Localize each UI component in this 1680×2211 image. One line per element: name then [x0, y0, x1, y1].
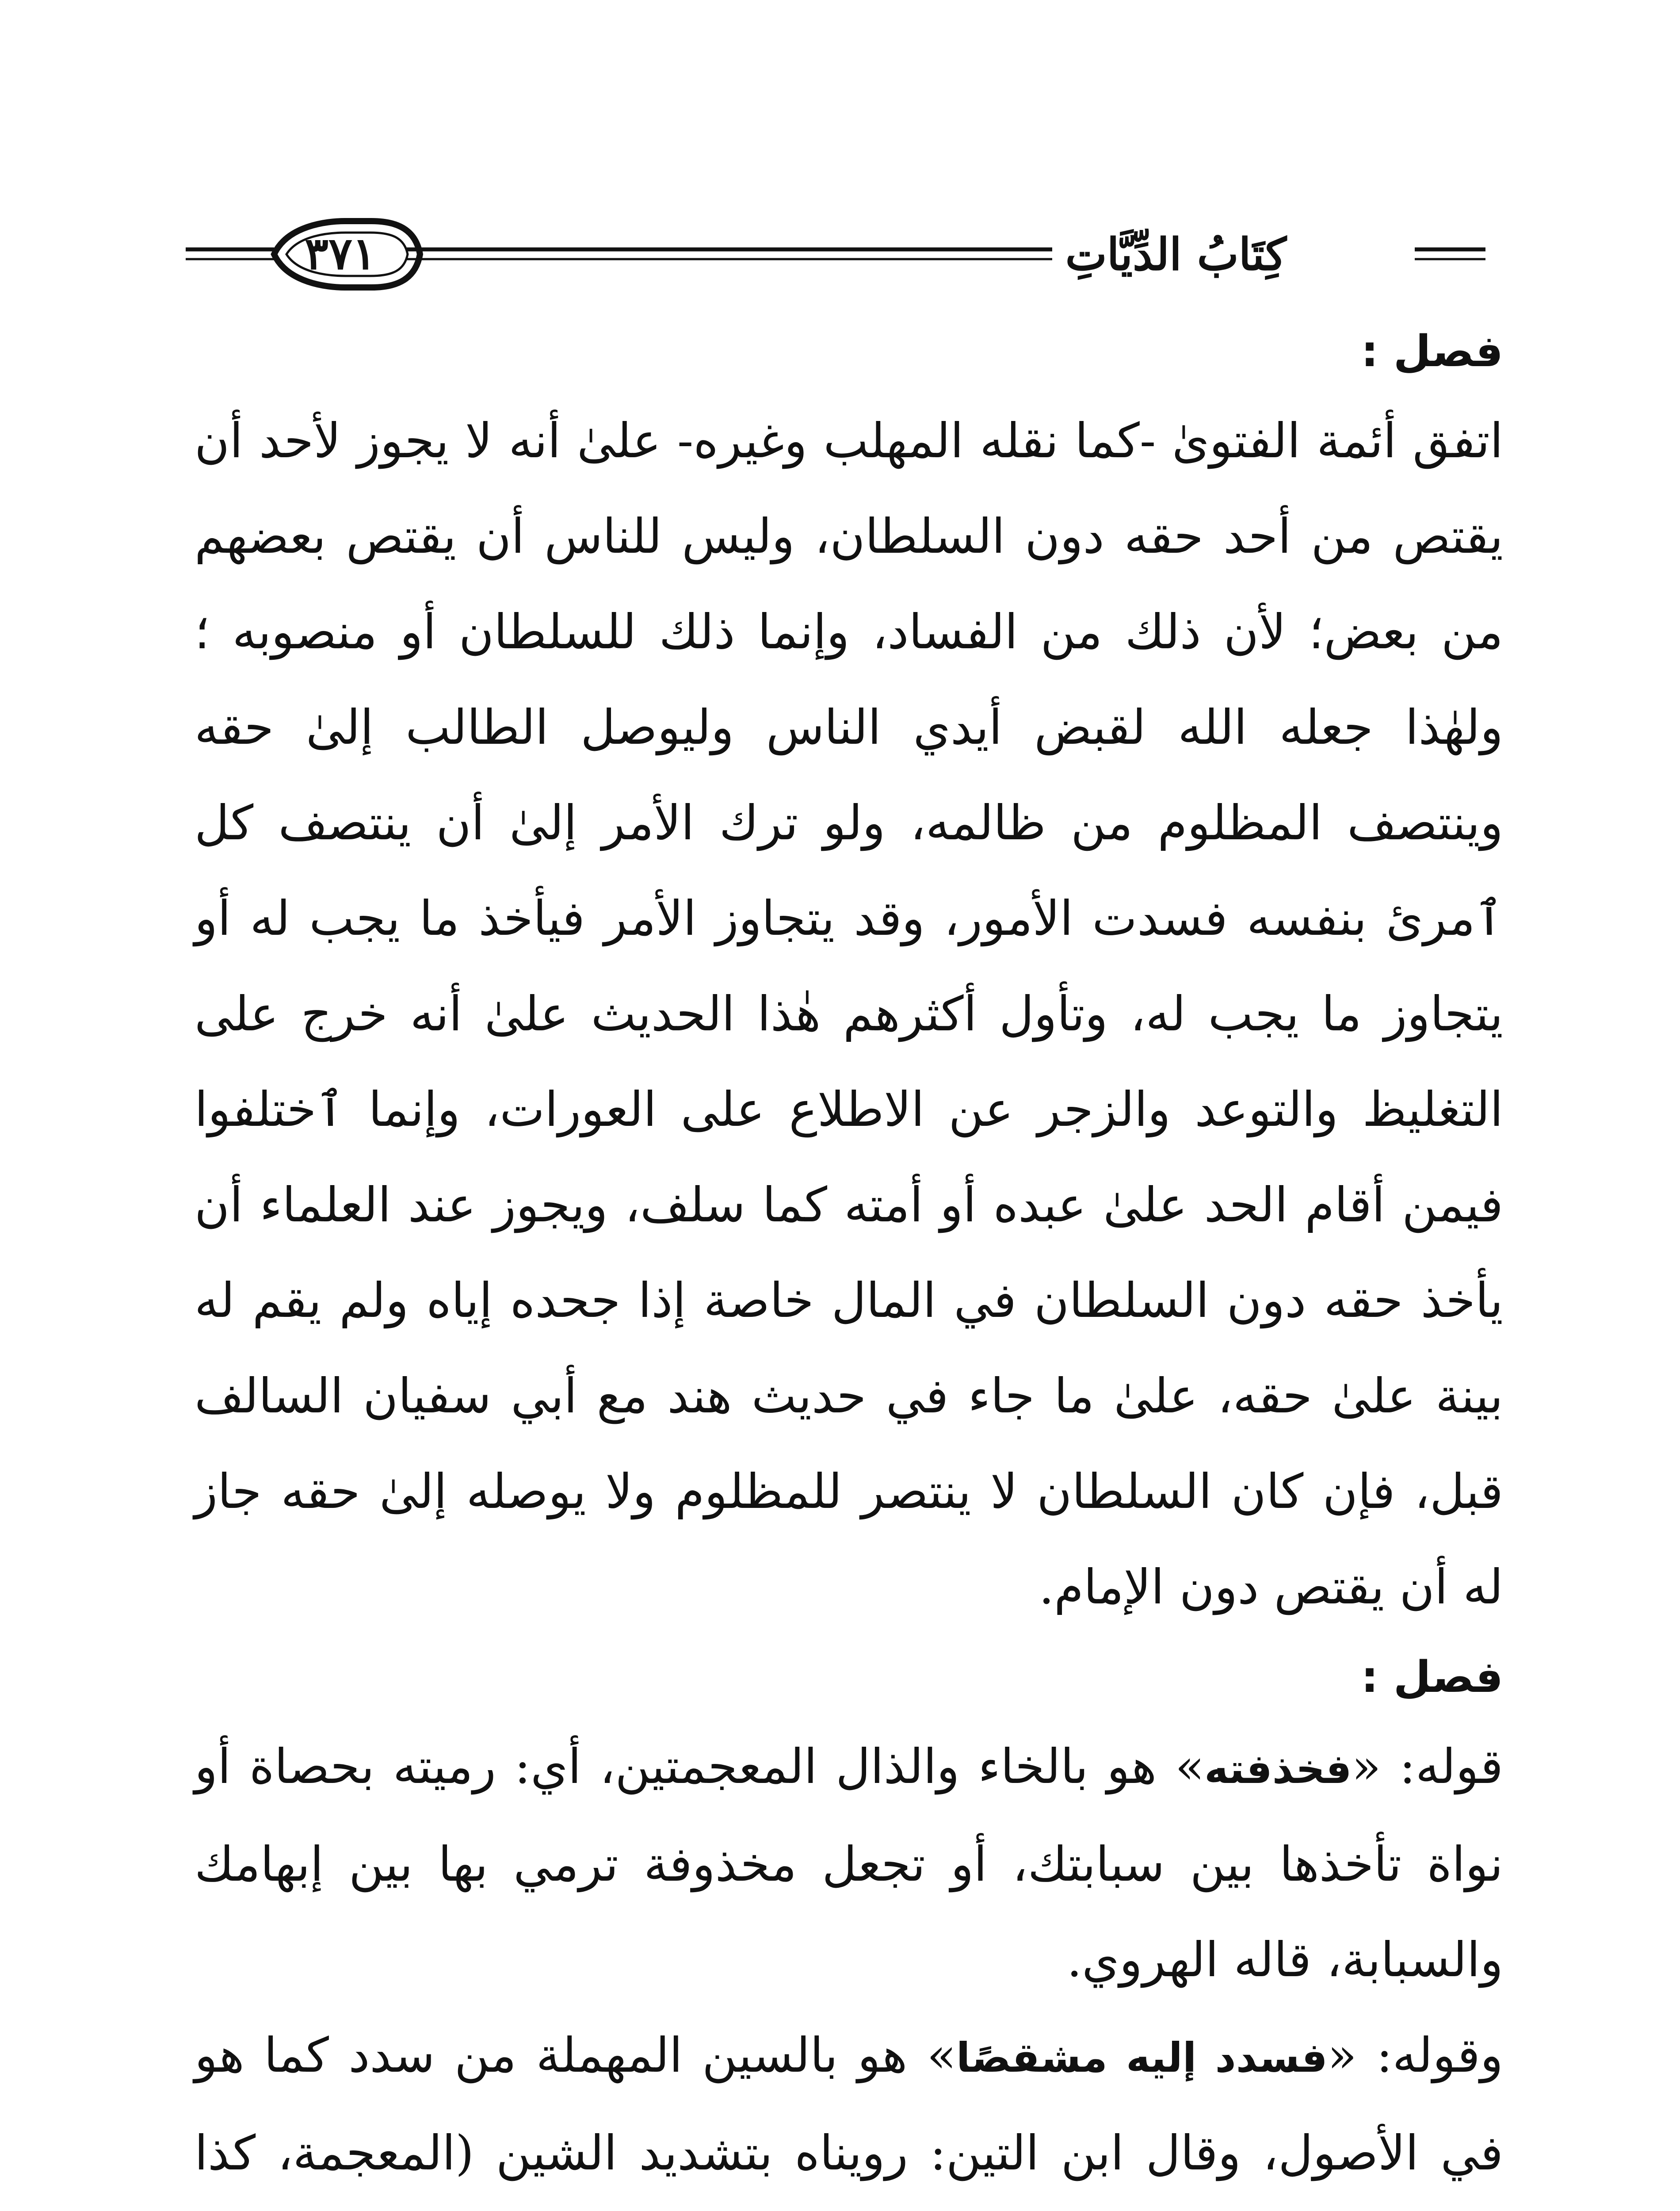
running-header	[186, 208, 1485, 305]
paragraph-text: » هو بالسين المهملة من سدد كما هو في الأصول، وقال ابن التين: رويناه بتشديد الشين (المعجمة، كذا	[195, 2028, 1503, 2181]
book-title: كِتَابُ الدِّيَّاتِ	[1052, 217, 1300, 292]
paragraph	[195, 2008, 1503, 2211]
paragraph	[195, 1719, 1503, 2008]
quoted-term: فسدد إليه مشقصًا	[956, 2034, 1328, 2081]
section-heading: فصل :	[1361, 1652, 1503, 1702]
page-number: ٣٧١	[305, 227, 376, 279]
paragraph-text: » هو بالخاء والذال المعجمتين، أي: رميته بحصاة أو نواة تأخذها بين سبابتك، أو تجعل مخذوفة ترمي بها بين إبهامك والسبابة، قاله الهروي.	[195, 1739, 1503, 1988]
quoted-term: فخذفته	[1204, 1745, 1352, 1793]
paragraph: اتفق أئمة الفتوىٰ -كما نقله المهلب وغيره- علىٰ أنه لا يجوز لأحد أن يقتص من أحد حقه دون السلطان، وليس للناس أن يقتص بعضهم من بعض؛ لأن ذلك من الفساد، وإنما ذلك للسلطان أو منصوبه ؛ولهٰذا جعله الله لقبض أيدي الناس وليوصل الطالب إلىٰ حقه وينتصف المظلوم من ظالمه، ولو ترك الأمر إلىٰ أن ينتصف كل ٱمرئ بنفسه فسدت الأمور، وقد يتجاوز الأمر فيأخذ ما يجب له أو يتجاوز ما يجب له، وتأول أكثرهم هٰذا الحديث علىٰ أنه خرج على التغليظ والتوعد والزجر عن الاطلاع على العورات، وإنما ٱختلفوا فيمن أقام الحد علىٰ عبده أو أمته كما سلف، ويجوز عند العلماء أن يأخذ حقه دون السلطان في المال خاصة إذا جحده إياه ولم يقم له بينة علىٰ حقه، علىٰ ما جاء في حديث هند مع أبي سفيان السالف قبل، فإن كان السلطان لا ينتصر للمظلوم ولا يوصله إلىٰ حقه جاز له أن يقتص دون الإمام.	[195, 413, 1503, 1615]
paragraph-text: قوله: «	[1352, 1739, 1503, 1794]
paragraph-text: وقوله: «	[1327, 2028, 1503, 2083]
section-heading: فصل :	[1361, 326, 1503, 377]
main-text	[195, 310, 1503, 2211]
